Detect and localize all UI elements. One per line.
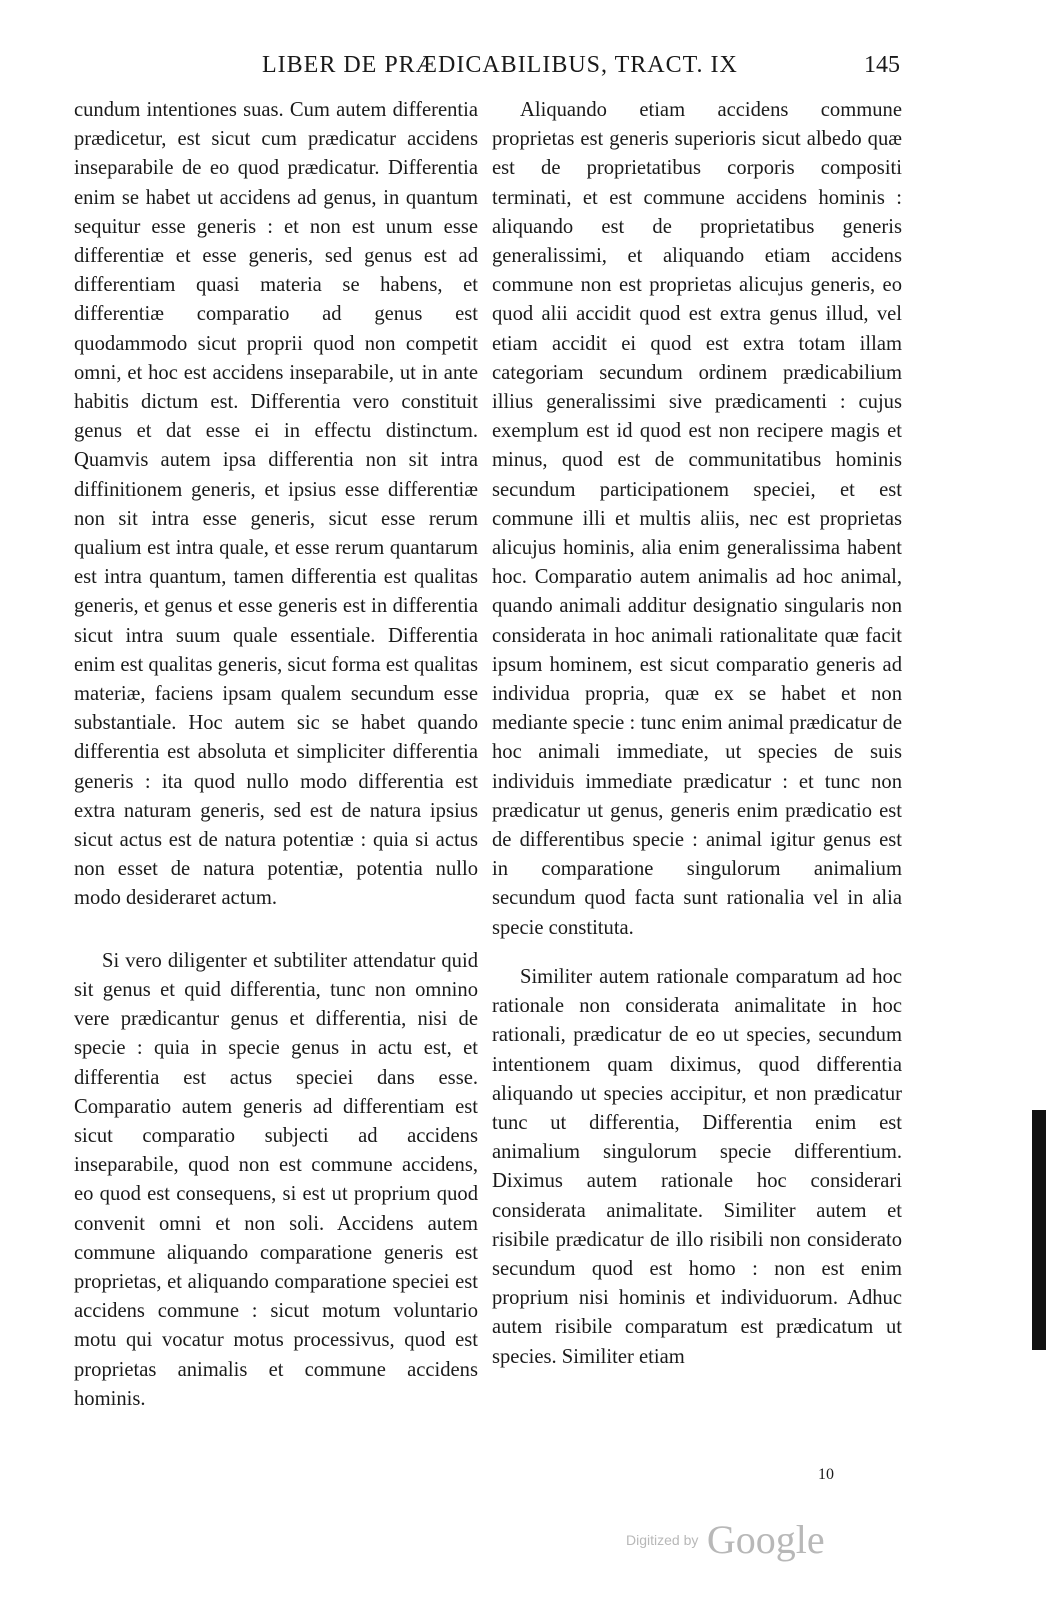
digitized-by-text: Digitized by (626, 1532, 699, 1548)
right-paragraph-2: Similiter autem rationale comparatum ad hoc rationale non considerata animalitate in hoc rationali, prædicatur de eo ut species, secundum intentionem quam diximus, quod differentia aliquando ut species accipitur, et non prædicatur tunc ut differentia, Differentia enim est animalium singulorum specie differentium. Diximus autem rationale hoc considerari considerata animalitate. Similiter autem et risibile prædicatur de illo risibili non considerato secundum quod est homo : non est enim proprium nisi hominis et individuorum. Adhuc autem risibile comparatum est prædicatum ut species. Similiter etiam (492, 965, 902, 1368)
left-column (74, 96, 478, 1414)
scan-edge-shadow (1032, 1110, 1046, 1350)
signature-mark: 10 (818, 1466, 834, 1483)
page-number: 145 (864, 52, 900, 78)
left-paragraph-2: Si vero diligenter et subtiliter attendatur quid sit genus et quid differentia, tunc non omnino vere prædicantur genus et differentia, nisi de specie : quia in specie genus in actu est, et differentia est actus speciei dans esse. Comparatio autem generis ad differentiam est sicut comparatio subjecti ad accidens inseparabile, quod non est commune accidens, eo quod est consequens, si est ut proprium quod convenit omni et non soli. Accidens autem commune aliquando comparatione generis est proprietas, et aliquando comparatione speciei est accidens commune : sicut motum voluntario motu qui vocatur motus processivus, quod est proprietas animalis et commune accidens hominis. (74, 949, 478, 1410)
right-column (492, 96, 902, 1372)
running-title: LIBER DE PRÆDICABILIBUS, TRACT. IX (262, 52, 738, 78)
digitized-watermark (626, 1516, 825, 1563)
left-paragraph-1: cundum intentiones suas. Cum autem differentia prædicetur, est sicut cum prædicatur accidens inseparabile de eo quod prædicatur. Differentia enim se habet ut accidens ad genus, in quantum sequitur esse generis : et non est unum esse differentiæ et esse generis, sed genus est ad differentiam quasi materia se habens, et differentiæ comparatio ad genus est quodammodo sicut proprii quod non competit omni, et hoc est accidens inseparabile, ut in ante habitis dictum est. Differentia vero constituit genus et dat esse ei in effectu distinctum. Quamvis autem ipsa differentia non sit intra diffinitionem generis, et ipsius esse differentiæ non sit intra esse generis, sicut esse rerum qualium est intra quale, et esse rerum quantarum est intra quantum, tamen differentia est qualitas generis, et genus et esse generis est in differentia sicut intra suum quale essentiale. Differentia enim est qualitas generis, sicut forma est qualitas materiæ, faciens ipsam qualem secundum esse substantiale. Hoc autem sic se habet quando differentia est absoluta et simpliciter differentia generis : ita quod nullo modo differentia est extra naturam generis, sed est de natura ipsius sicut actus est de natura potentiæ : quia si actus non esset de natura potentiæ, potentia nullo modo desideraret actum. (74, 99, 478, 910)
right-paragraph-1: Aliquando etiam accidens commune proprietas est generis superioris sicut albedo quæ est de proprietatibus corporis compositi terminati, et est commune accidens hominis : aliquando est de proprietatibus generis generalissimi, et aliquando etiam accidens commune non est proprietas alicujus generis, eo quod alii accidit quod est extra genus illud, vel etiam accidit ei quod est extra totam illam categoriam secundum ordinem prædicabilium illius generalissimi sive prædicamenti : cujus exemplum est id quod est non recipere magis et minus, quod est de communitatibus hominis secundum participationem speciei, et est commune illi et multis aliis, nec est proprietas alicujus hominis, alia enim generalissima habent hoc. Comparatio autem animalis ad hoc animal, quando animali additur designatio singularis non considerata in hoc animali rationalitate quæ facit ipsum hominem, est sicut comparatio generis ad individua propria, quæ ex se habet et non mediante specie : tunc enim animal prædicatur de hoc animali immediate, ut species de suis individuis immediate prædicatur : et tunc non prædicatur ut genus, generis enim prædicatio est de differentibus specie : animal igitur genus est in comparatione singulorum animalium secundum quod facta sunt rationalia vel in alia specie constituta. (492, 99, 902, 939)
google-logo: Google (706, 1517, 825, 1562)
